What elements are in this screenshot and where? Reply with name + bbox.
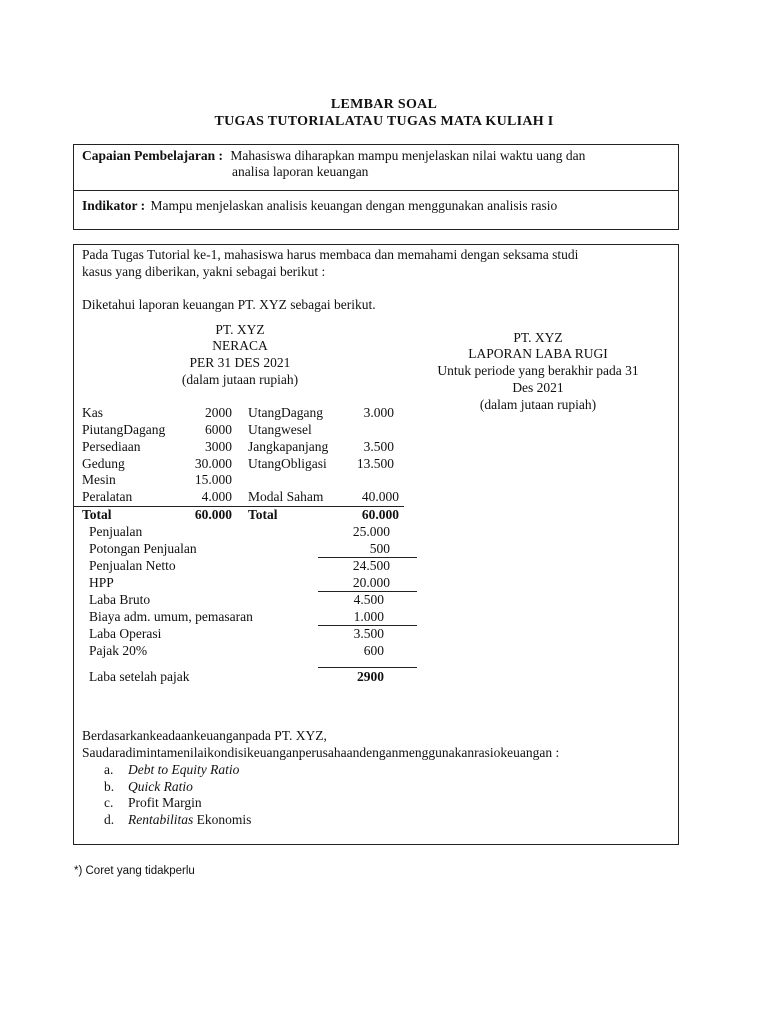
footnote: *) Coret yang tidakperlu (74, 865, 195, 877)
neraca-total-right: 60.000 (361, 507, 399, 522)
income-row-value: 25.000 (352, 524, 390, 539)
income-row-value: 3.500 (353, 626, 384, 641)
asset-name: Persediaan (82, 439, 141, 454)
liability-value: 3.500 (363, 439, 394, 454)
intro-line-3: Diketahui laporan keuangan PT. XYZ sebagai berikut. (82, 297, 376, 312)
asset-value: 30.000 (194, 456, 232, 471)
net-income-label: Laba setelah pajak (89, 669, 190, 684)
income-row-value: 20.000 (352, 575, 390, 590)
task-item-marker: a. (104, 762, 114, 777)
income-row-value: 24.500 (352, 558, 390, 573)
document-subtitle: TUGAS TUTORIALATAU TUGAS MATA KULIAH I (214, 114, 554, 129)
neraca-total-label-right: Total (248, 507, 278, 522)
task-line-2: Saudaradimintamenilaikondisikeuanganperusahaandenganmenggunakanrasiokeuangan : (82, 745, 560, 760)
income-row-name: Biaya adm. umum, pemasaran (89, 609, 253, 624)
task-item-suffix: Ekonomis (193, 812, 252, 827)
asset-value: 3000 (205, 439, 232, 454)
income-row-value: 600 (363, 643, 384, 658)
liability-name: Modal Saham (248, 489, 324, 504)
asset-name: Kas (82, 405, 103, 420)
task-item-marker: d. (104, 812, 115, 827)
capaian-label: Capaian Pembelajaran : (82, 148, 223, 163)
asset-name: Mesin (82, 472, 116, 487)
income-row-value: 4.500 (353, 592, 384, 607)
task-item-text: Profit Margin (128, 795, 202, 810)
asset-value: 2000 (205, 405, 232, 420)
indikator-label: Indikator : (82, 198, 146, 213)
net-income-value: 2900 (357, 669, 384, 684)
task-item-text: Quick Ratio (128, 779, 193, 794)
asset-value: 15.000 (194, 472, 232, 487)
document-title: LEMBAR SOAL (330, 97, 438, 112)
income-row-name: Penjualan Netto (89, 558, 176, 573)
income-row-name: Laba Operasi (89, 626, 162, 641)
subtotal-rule (318, 667, 417, 668)
task-item-line (128, 812, 251, 828)
asset-name: Peralatan (82, 489, 133, 504)
task-item-marker: b. (104, 779, 115, 794)
capaian-text: Mahasiswa diharapkan mampu menjelaskan nilai waktu uang dan (230, 148, 586, 163)
labarugi-period-1: Untuk periode yang berakhir pada 31 (437, 363, 639, 378)
capaian-text-cont: analisa laporan keuangan (232, 164, 369, 179)
intro-line-2: kasus yang diberikan, yakni sebagai berikut : (82, 264, 326, 279)
liability-name: UtangDagang (248, 405, 323, 420)
asset-name: PiutangDagang (82, 422, 166, 437)
labarugi-period-2: Des 2021 (512, 380, 564, 395)
neraca-total-label-left: Total (82, 507, 112, 522)
liability-name: Jangkapanjang (248, 439, 329, 454)
task-item-text: Debt to Equity Ratio (128, 762, 240, 777)
capaian-row (82, 148, 585, 164)
liability-name: Utangwesel (248, 422, 312, 437)
labarugi-company: PT. XYZ (513, 330, 563, 345)
liability-value: 3.000 (363, 405, 394, 420)
asset-name: Gedung (82, 456, 125, 471)
indikator-text: Mampu menjelaskan analisis keuangan dengan menggunakan analisis rasio (150, 198, 558, 213)
asset-value: 4.000 (201, 489, 232, 504)
neraca-total-left: 60.000 (194, 507, 232, 522)
task-item-marker: c. (104, 795, 114, 810)
liability-value: 13.500 (356, 456, 394, 471)
income-row-name: Potongan Penjualan (89, 541, 197, 556)
neraca-title: NERACA (212, 338, 268, 353)
asset-value: 6000 (205, 422, 232, 437)
intro-line-1: Pada Tugas Tutorial ke-1, mahasiswa harus membaca dan memahami dengan seksama studi (82, 247, 579, 262)
income-row-name: Laba Bruto (89, 592, 151, 607)
income-row-value: 500 (369, 541, 390, 556)
income-row-name: Pajak 20% (89, 643, 148, 658)
labarugi-unit: (dalam jutaan rupiah) (479, 397, 597, 412)
labarugi-title: LAPORAN LABA RUGI (468, 346, 608, 361)
income-row-name: HPP (89, 575, 114, 590)
liability-name: UtangObligasi (248, 456, 327, 471)
neraca-unit: (dalam jutaan rupiah) (181, 372, 299, 387)
box-divider (73, 190, 679, 191)
neraca-company: PT. XYZ (215, 322, 265, 337)
income-row-value: 1.000 (353, 609, 384, 624)
indikator-row (82, 198, 557, 214)
task-item-text: Rentabilitas (128, 812, 194, 827)
task-line-1: Berdasarkankeadaankeuanganpada PT. XYZ, (82, 728, 327, 743)
liability-value: 40.000 (361, 489, 399, 504)
income-row-name: Penjualan (89, 524, 143, 539)
neraca-period: PER 31 DES 2021 (189, 355, 291, 370)
